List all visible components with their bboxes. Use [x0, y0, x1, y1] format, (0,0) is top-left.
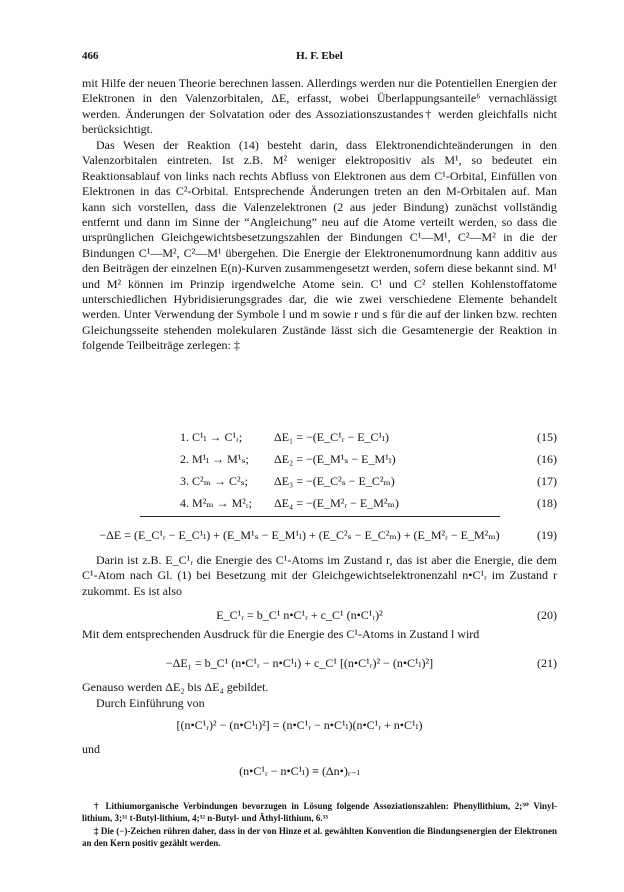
footnote-double-dagger: ‡ Die (−)-Zeichen rühren daher, dass in der von Hinze et al. gewählten Konvention die Bindungsenergien der Elektronen an den Kern positiv gezählt werden. — [82, 826, 557, 848]
equation-15 — [82, 430, 557, 452]
equation-number: (20) — [537, 608, 557, 622]
horizontal-rule — [140, 516, 500, 517]
equation-number: (21) — [537, 656, 557, 670]
body-paragraph-2: Das Wesen der Reaktion (14) besteht darin, dass Elektronendichteänderungen in den Valenzorbitalen eintreten. Ist z.B. M² weniger elektropositiv als M¹, so bedeutet ein Reaktionsablauf von links nach rechts Abfluss von Elektronen aus dem C¹-Orbital, Einfüllen von Elektronen in das C²-Orbital. Entsprechende Änderungen treten an den M-Orbitalen auf. Man kann sich vorstellen, dass die Valenzelektronen (2 aus jeder Bindung) zunächst vollständig entfernt und dann im Sinne der “Angleichung” neu auf die Atome verteilt werden, so dass die ursprünglichen Gleichgewichtsbesetzungszahlen der Bindungen C¹—M¹, C²—M² in die der Bindungen C¹—M², C²—M¹ übergehen. Die Energie der Elektronenumordnung kann additiv aus den Beiträgen der einzelnen E(n)-Kurven zusammengesetzt werden, sofern diese bekannt sind. M¹ und M² können im Prinzip irgendwelche Atome sein. C¹ und C² stellen Kohlenstoffatome unterschiedlichen Hybridisierungsgrades dar, die wie zwei verschiedene Elemente behandelt werden. Unter Verwendung der Symbole l und m sowie r und s für die auf der linken bzw. rechten Gleichungsseite stehenden molekularen Zustände lässt sich die Gesamtenergie der Reaktion in folgende Teilbeiträge zerlegen: ‡ — [82, 138, 557, 353]
equation-rhs: ΔE₂ = −(E_M¹ₛ − E_M¹ₗ) — [274, 452, 396, 466]
equation-20 — [82, 608, 557, 626]
equation-lhs: 2. M¹ₗ → M¹ₛ; — [180, 452, 249, 466]
equation-rhs: ΔE₁ = −(E_C¹ᵣ − E_C¹ₗ) — [274, 430, 390, 444]
page-header — [82, 50, 557, 66]
equation-number: (19) — [537, 528, 557, 542]
equation-rhs: ΔE₄ = −(E_M²ᵣ − E_M²ₘ) — [274, 496, 399, 510]
equation-21 — [82, 656, 557, 674]
reaction-steps-equations — [82, 430, 557, 518]
equation-number: (16) — [537, 452, 557, 466]
body-paragraph-3: Darin ist z.B. E_C¹ᵣ die Energie des C¹-Atoms im Zustand r, das ist aber die Energie, die dem C¹-Atom nach Gl. (1) bei Besetzung mit der Gleichgewichtselektronenzahl n•C¹ᵣ im Zustand r zukommt. Es ist also — [82, 553, 557, 598]
equation-expression: [(n•C¹ᵣ)² − (n•C¹ₗ)²] = (n•C¹ᵣ − n•C¹ₗ)(n•C¹ᵣ + n•C¹ₗ) — [176, 718, 423, 732]
body-paragraph-1: mit Hilfe der neuen Theorie berechnen lassen. Allerdings werden nur die Potentiellen Energien der Elektronen in den Valenzorbitalen, ΔE, erfasst, wobei Überlappungsanteile⁶ vernachlässigt werden. Änderungen der Solvatation oder des Assoziationszustandes† werden gleichfalls nicht berücksichtigt. — [82, 76, 557, 137]
equation-identity-2 — [82, 764, 557, 782]
equation-16 — [82, 452, 557, 474]
equation-lhs: 3. C²ₘ → C²ₛ; — [180, 474, 248, 488]
equation-number: (15) — [537, 430, 557, 444]
equation-lhs: 1. C¹ₗ → C¹ᵣ; — [180, 430, 243, 444]
equation-lhs: 4. M²ₘ → M²ᵣ; — [180, 496, 252, 510]
equation-number: (17) — [537, 474, 557, 488]
equation-expression: E_C¹ᵣ = b_C¹ n•C¹ᵣ + c_C¹ (n•C¹ᵣ)² — [216, 608, 383, 622]
body-paragraph-5: Genauso werden ΔE₂ bis ΔE₄ gebildet. — [82, 680, 269, 694]
running-title: H. F. Ebel — [296, 50, 343, 62]
conjunction-und: und — [82, 742, 100, 756]
equation-identity-1 — [82, 718, 557, 736]
equation-19 — [82, 528, 557, 546]
page-number: 466 — [82, 50, 99, 62]
equation-17 — [82, 474, 557, 496]
equation-rhs: ΔE₃ = −(E_C²ₛ − E_C²ₘ) — [274, 474, 395, 488]
equation-expression: −ΔE₁ = b_C¹ (n•C¹ᵣ − n•C¹ₗ) + c_C¹ [(n•C¹ᵣ)² − (n•C¹ₗ)²] — [165, 656, 434, 670]
body-paragraph-4: Mit dem entsprechenden Ausdruck für die Energie des C¹-Atoms in Zustand l wird — [82, 627, 480, 641]
body-paragraph-6: Durch Einführung von — [96, 696, 205, 710]
equation-number: (18) — [537, 496, 557, 510]
footnote-dagger: † Lithiumorganische Verbindungen bevorzugen in Lösung folgende Assoziationszahlen: Phenyllithium, 2;³⁰ Vinyl-lithium, 3;³¹ t-Butyl-lithium, 4;³² n-Butyl- und Äthyl-lithium, 6.³³ — [82, 801, 557, 823]
equation-expression: (n•C¹ᵣ − n•C¹ₗ) ≡ (Δn•)ᵣ₋ₗ — [239, 764, 360, 778]
equation-expression: −ΔE = (E_C¹ᵣ − E_C¹ₗ) + (E_M¹ₛ − E_M¹ₗ) + (E_C²ₛ − E_C²ₘ) + (E_M²ᵣ − E_M²ₘ) — [99, 528, 500, 542]
equation-18 — [82, 496, 557, 518]
footnotes — [82, 800, 557, 850]
